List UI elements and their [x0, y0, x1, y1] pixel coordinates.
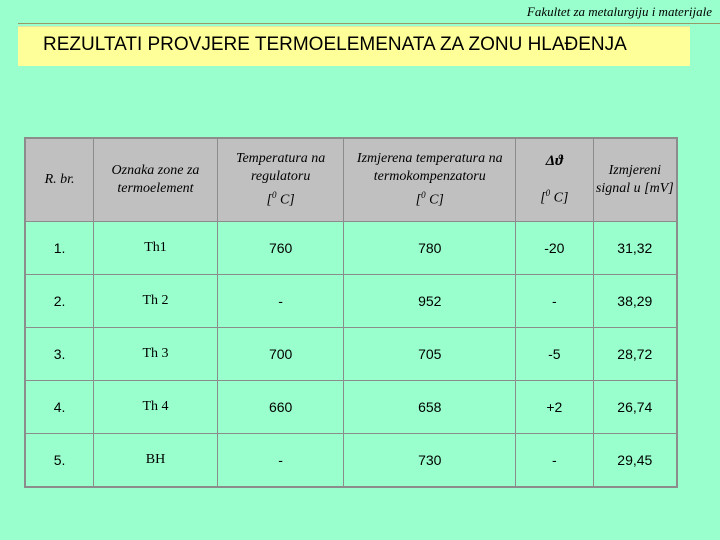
table-row [25, 381, 677, 434]
header-rbr: R. br. [25, 138, 94, 222]
header-temp-measured [344, 138, 516, 222]
header-temp-measured-text: Izmjerena temperatura na termokompenzatoru [356, 151, 503, 185]
header-temp-regulator-unit-open: [ [266, 192, 272, 208]
slide-title: REZULTATI PROVJERE TERMOELEMENATA ZA ZONU HLAĐENJA [18, 26, 690, 66]
cell-temp-measured: 952 [344, 275, 516, 328]
cell-temp-measured: 658 [344, 381, 516, 434]
cell-temp-regulator: - [217, 434, 344, 488]
results-table [24, 137, 678, 488]
header-zone: Oznaka zone za termoelement [94, 138, 218, 222]
cell-signal: 31,32 [593, 222, 677, 275]
header-delta-unit-open: [ [540, 190, 546, 206]
cell-temp-regulator: 760 [217, 222, 344, 275]
cell-signal: 26,74 [593, 381, 677, 434]
cell-delta: - [516, 275, 594, 328]
cell-delta: -20 [516, 222, 594, 275]
header-temp-measured-unit-close: C] [425, 192, 444, 208]
table-row [25, 328, 677, 381]
header-temp-regulator-unit-close: C] [276, 192, 295, 208]
table-header-row [25, 138, 677, 222]
header-delta [516, 138, 594, 222]
header-temp-regulator-text: Temperatura na regulatoru [235, 151, 326, 185]
cell-rbr: 4. [25, 381, 94, 434]
faculty-header: Fakultet za metalurgiju i materijale [526, 4, 712, 19]
header-temp-measured-unit-open: [ [415, 192, 422, 208]
header-temp-regulator-unit-sup: 0 [271, 190, 277, 201]
cell-delta: - [516, 434, 594, 488]
table-row [25, 222, 677, 275]
header-temp-regulator [217, 138, 344, 222]
cell-temp-measured: 730 [344, 434, 516, 488]
cell-rbr: 3. [25, 328, 94, 381]
cell-rbr: 5. [25, 434, 94, 488]
cell-zone: Th 4 [94, 381, 218, 434]
header-divider [18, 23, 720, 24]
cell-temp-regulator: 660 [217, 381, 344, 434]
table-row [25, 275, 677, 328]
header-temp-measured-unit-sup: 0 [421, 190, 426, 201]
cell-zone: Th 3 [94, 328, 218, 381]
table-row [25, 434, 677, 488]
header-delta-unit-close: C] [550, 190, 569, 206]
cell-delta: +2 [516, 381, 594, 434]
cell-delta: -5 [516, 328, 594, 381]
cell-temp-regulator: 700 [217, 328, 344, 381]
cell-rbr: 2. [25, 275, 94, 328]
cell-signal: 28,72 [593, 328, 677, 381]
cell-temp-measured: 705 [344, 328, 516, 381]
cell-temp-measured: 780 [344, 222, 516, 275]
delta-theta-symbol: Δϑ [545, 153, 564, 170]
cell-zone: Th 2 [94, 275, 218, 328]
cell-rbr: 1. [25, 222, 94, 275]
header-signal: Izmjereni signal u [mV] [593, 138, 677, 222]
header-delta-unit-sup: 0 [545, 188, 551, 199]
cell-zone: Th1 [94, 222, 218, 275]
cell-signal: 29,45 [593, 434, 677, 488]
cell-temp-regulator: - [217, 275, 344, 328]
cell-zone: BH [94, 434, 218, 488]
cell-signal: 38,29 [593, 275, 677, 328]
